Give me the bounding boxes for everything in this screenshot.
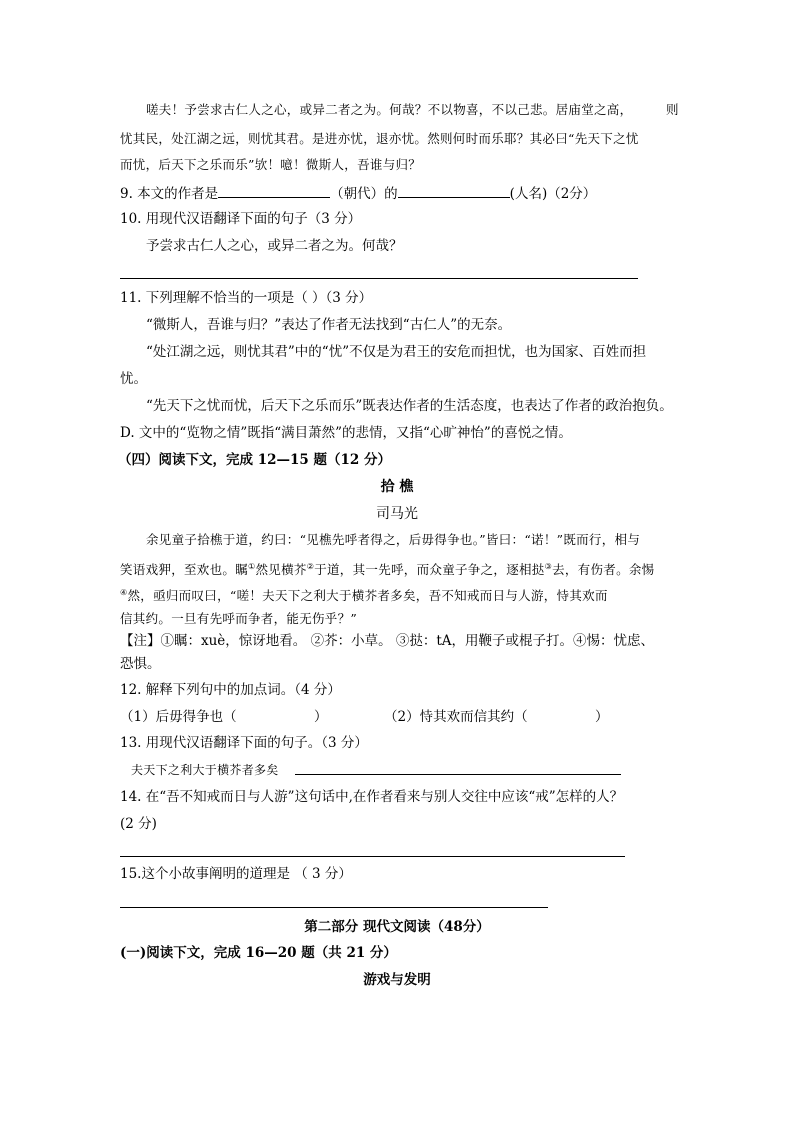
question-9-text-c: (人名)（2分） <box>509 186 597 202</box>
passage-line: 而忧，后天下之乐而乐”欤！噫！微斯人，吾谁与归？ <box>120 157 422 172</box>
question-14-score: (2 分) <box>120 816 157 832</box>
footnote: 【注】①瞩：xuè，惊讶地看。 ②芥：小草。 ③挞：tA，用鞭子或棍子打。④惕：忧虑、 <box>120 633 655 649</box>
question-12-2: （2）恃其欢而信其约（ <box>384 709 528 725</box>
question-10-sentence: 予尝求古仁人之心，或异二者之为。何哉？ <box>146 238 403 254</box>
question-12-1-end: ） <box>314 709 328 725</box>
passage-line <box>120 584 608 605</box>
passage-segment: 笑语戏狎，至欢也。瞩 <box>120 562 249 578</box>
passage-line <box>120 558 654 579</box>
option-b-cont: 忧。 <box>120 371 147 387</box>
answer-line[interactable] <box>120 278 638 279</box>
option-c: “先天下之忧而忧，后天下之乐而乐”既表达作者的生活态度，也表达了作者的政治抱负。 <box>146 398 673 414</box>
answer-line[interactable] <box>120 907 548 908</box>
answer-blank-dynasty[interactable] <box>218 184 330 198</box>
question-12-2-end: ） <box>595 709 609 725</box>
option-a: “微斯人，吾谁与归？”表达了作者无法找到“古仁人”的无奈。 <box>146 317 512 333</box>
section-heading: （四）阅读下文，完成 12—15 题（12 分） <box>118 452 391 468</box>
passage-author: 司马光 <box>376 506 418 522</box>
passage-line-end: 则 <box>666 102 679 117</box>
question-10: 10. 用现代汉语翻译下面的句子（3 分） <box>120 211 362 227</box>
question-9-text-a: 9. 本文的作者是 <box>120 186 219 202</box>
passage-title: 拾 樵 <box>380 479 414 495</box>
passage-title: 游戏与发明 <box>363 972 431 988</box>
question-9-text-b: （朝代）的 <box>330 186 398 202</box>
passage-segment: 然见横芥 <box>255 562 307 578</box>
question-13: 13. 用现代汉语翻译下面的句子。（3 分） <box>120 735 368 751</box>
option-d: D. 文中的“览物之情”既指“满目萧然”的悲情，又指“心旷神怡”的喜悦之情。 <box>120 425 572 441</box>
question-15: 15.这个小故事阐明的道理是 （ 3 分） <box>120 866 352 882</box>
answer-line[interactable] <box>295 774 621 775</box>
answer-line[interactable] <box>120 856 625 857</box>
footnote-marker: ③ <box>544 562 553 571</box>
question-9 <box>120 184 596 203</box>
question-11: 11. 下列理解不恰当的一项是（ ）（3 分） <box>120 290 373 306</box>
footnote-marker: ④ <box>120 588 128 597</box>
question-13-sentence: 夫天下之利大于横芥者多矣 <box>131 763 279 777</box>
passage-line: 余见童子拾樵于道，约曰：“见樵先呼者得之，后毋得争也。”皆曰：“诺！”既而行，相与 <box>146 532 641 547</box>
passage-line: 信其约。一旦有先呼而争者，能无伤乎？” <box>120 611 358 626</box>
footnote-marker: ① <box>248 562 256 571</box>
footnote-cont: 恐惧。 <box>120 656 161 672</box>
part-heading: 第二部分 现代文阅读（48分） <box>304 919 490 935</box>
passage-segment: 于道，其一先呼，而众童子争之，逐相挞 <box>314 562 545 578</box>
footnote-marker: ② <box>306 562 315 571</box>
answer-blank-name[interactable] <box>398 184 510 198</box>
passage-segment: 然，亟归而叹曰，“嗟！夫天下之利大于横芥者多矣，吾不知戒而日与人游，恃其欢而 <box>127 588 608 604</box>
question-14: 14. 在“吾不知戒而日与人游”这句话中,在作者看来与别人交往中应该“戒”怎样的人？ <box>120 789 624 805</box>
question-12-1: （1）后毋得争也（ <box>120 709 237 725</box>
passage-line: 嗟夫！予尝求古仁人之心，或异二者之为。何哉？不以物喜，不以己悲。居庙堂之高， <box>146 102 633 117</box>
question-12: 12. 解释下列句中的加点词。（4 分） <box>120 682 341 698</box>
option-b: “处江湖之远，则忧其君”中的“忧”不仅是为君王的安危而担忧，也为国家、百姓而担 <box>146 344 647 360</box>
passage-line: 忧其民，处江湖之远，则忧其君。是进亦忧，退亦忧。然则何时而乐耶？其必曰“先天下之忧 <box>120 131 639 146</box>
section-heading: (一)阅读下文，完成 16—20 题（共 21 分） <box>120 945 397 961</box>
passage-segment: 去，有伤者。余惕 <box>552 562 655 578</box>
